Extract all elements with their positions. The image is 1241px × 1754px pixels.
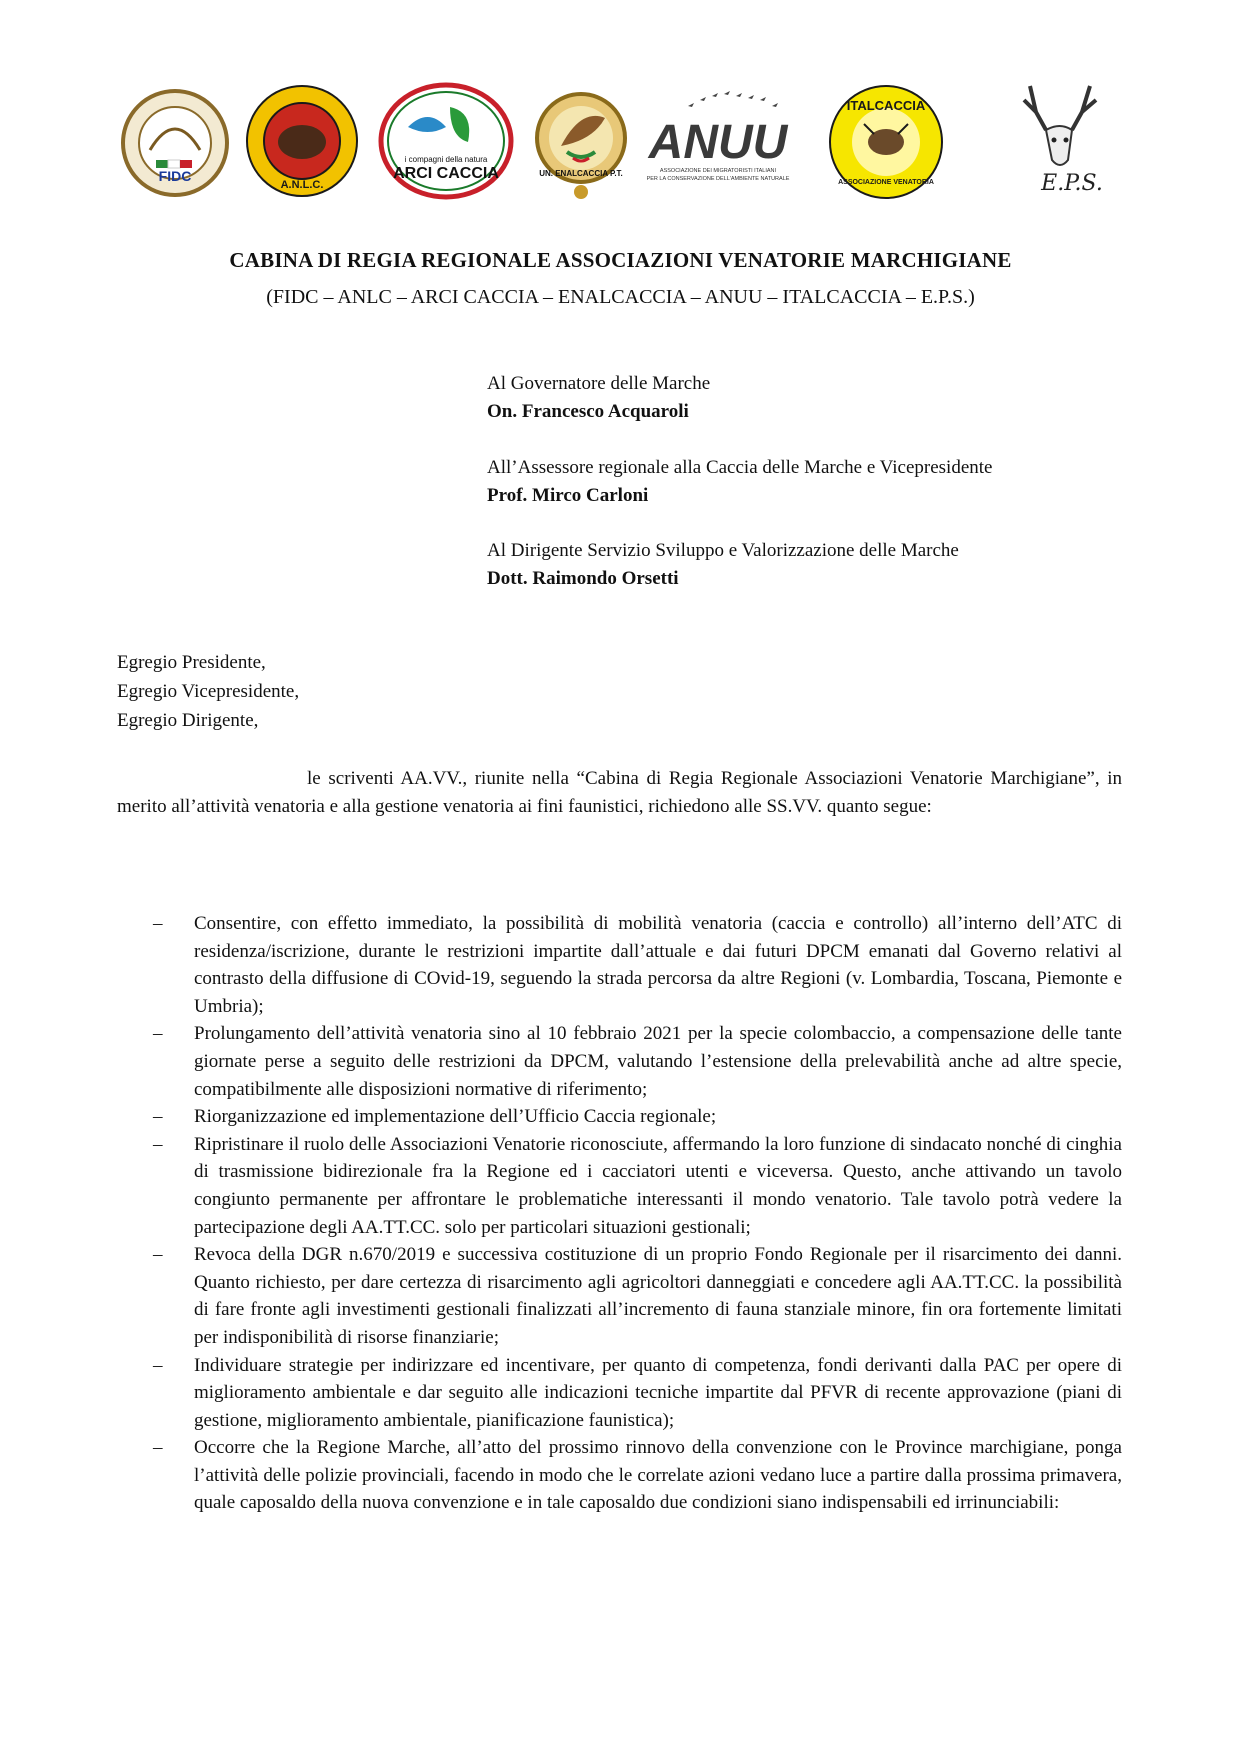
svg-text:ANUU: ANUU xyxy=(648,116,788,169)
svg-text:i compagni della natura: i compagni della natura xyxy=(404,155,488,164)
list-item-text: Prolungamento dell’attività venatoria sino al 10 febbraio 2021 per la specie colombaccio, a compensazione delle tante giornate perse a seguito delle restrizioni da DPCM, valutando l’estensione della prelevabilità anche ad altre specie, compatibilmente alle disposizioni normative di riferimento; xyxy=(194,1023,1122,1100)
svg-text:UN. ENALCACCIA P.T.: UN. ENALCACCIA P.T. xyxy=(539,169,623,178)
svg-text:ASSOCIAZIONE VENATORIA: ASSOCIAZIONE VENATORIA xyxy=(838,179,934,186)
recipient-role: Al Governatore delle Marche xyxy=(487,373,711,394)
list-item xyxy=(117,910,1122,1020)
svg-text:ARCI CACCIA: ARCI CACCIA xyxy=(393,165,499,182)
recipient-role: All’Assessore regionale alla Caccia delle Marche e Vicepresidente xyxy=(487,457,993,478)
dash-bullet: – xyxy=(153,1023,163,1045)
svg-text:PER LA CONSERVAZIONE DELL'AMBI: PER LA CONSERVAZIONE DELL'AMBIENTE NATURALE xyxy=(646,176,790,182)
list-item xyxy=(117,1103,1122,1131)
recipient-name: Dott. Raimondo Orsetti xyxy=(487,568,679,589)
list-item-text: Ripristinare il ruolo delle Associazioni Venatorie riconosciute, affermando la loro funzione di sindacato nonché di cinghia di trasmissione bidirezionale fra la Regione ed i cacciatori utenti e viceversa. Questo, anche attivando un tavolo congiunto permanente per affrontare le problematiche interessanti il mondo venatorio. Tale tavolo potrà vedere la partecipazione degli AA.TT.CC. solo per particolari situazioni gestionali; xyxy=(194,1133,1122,1238)
dash-bullet: – xyxy=(153,1133,163,1155)
list-item-text: Occorre che la Regione Marche, all’atto del prossimo rinnovo della convenzione con le Province marchigiane, ponga l’attività delle polizie provinciali, facendo in modo che le correlate azioni vedano luce a partire dalla prossima primavera, quale caposaldo della nuova convenzione e in tale caposaldo due condizioni siano indispensabili ed irrinunciabili: xyxy=(194,1437,1122,1514)
dash-bullet: – xyxy=(153,1354,163,1376)
list-item xyxy=(117,1434,1122,1517)
recipient-governor xyxy=(487,370,710,426)
list-item xyxy=(117,1020,1122,1103)
logos-row xyxy=(115,78,1115,208)
svg-text:ITALCACCIA: ITALCACCIA xyxy=(846,98,926,113)
list-item xyxy=(117,1352,1122,1435)
recipient-director xyxy=(487,537,959,593)
italcaccia-logo xyxy=(828,84,944,200)
requests-list xyxy=(117,910,1122,1517)
dash-bullet: – xyxy=(153,1244,163,1266)
enalcaccia-logo xyxy=(533,78,629,204)
salutation-line: Egregio Presidente, xyxy=(117,652,266,673)
svg-text:A.N.L.C.: A.N.L.C. xyxy=(280,179,324,191)
fidc-logo xyxy=(120,88,230,198)
list-item xyxy=(117,1131,1122,1241)
svg-text:ASSOCIAZIONE DEI MIGRATORISTI: ASSOCIAZIONE DEI MIGRATORISTI ITALIANI xyxy=(659,168,777,174)
recipient-assessor xyxy=(487,454,992,510)
list-item-text: Riorganizzazione ed implementazione dell’Ufficio Caccia regionale; xyxy=(194,1106,717,1128)
arci-caccia-logo xyxy=(378,82,514,200)
list-item xyxy=(117,1241,1122,1351)
intro-paragraph: le scriventi AA.VV., riunite nella “Cabina di Regia Regionale Associazioni Venatorie Marchigiane”, in merito all’attività venatoria e alla gestione venatoria ai fini faunistici, richiedono alle SS.VV. quanto segue: xyxy=(117,768,1122,817)
list-item-text: Individuare strategie per indirizzare ed incentivare, per quanto di competenza, fondi derivanti dalla PAC per opere di miglioramento ambientale e dar seguito alle indicazioni tecniche impartite dal PFVR di recente approvazione (piani di gestione, miglioramento ambientale, pianificazione faunistica); xyxy=(194,1354,1122,1431)
salutation-line: Egregio Vicepresidente, xyxy=(117,681,300,702)
svg-text:E.P.S.: E.P.S. xyxy=(1041,171,1103,196)
dash-bullet: – xyxy=(153,913,163,934)
list-item-text: Consentire, con effetto immediato, la possibilità di mobilità venatoria (caccia e controllo) all’interno dell’ATC di residenza/iscrizione, durante le restrizioni impartite dall’attuale e dai futuri DPCM emanati dal Governo relativi al contrasto della diffusione di COvid-19, seguendo la strada percorsa da altre Regioni (v. Lombardia, Toscana, Piemonte e Umbria); xyxy=(194,913,1122,1017)
anuu-logo xyxy=(640,86,800,196)
salutation-line: Egregio Dirigente, xyxy=(117,710,259,731)
svg-text:FIDC: FIDC xyxy=(158,168,192,184)
letter-subtitle: (FIDC – ANLC – ARCI CACCIA – ENALCACCIA – ANUU – ITALCACCIA – E.P.S.) xyxy=(266,286,975,308)
recipient-name: On. Francesco Acquaroli xyxy=(487,401,689,422)
recipient-role: Al Dirigente Servizio Sviluppo e Valorizzazione delle Marche xyxy=(487,540,959,561)
list-item-text: Revoca della DGR n.670/2019 e successiva costituzione di un proprio Fondo Regionale per il risarcimento dei danni. Quanto richiesto, per dare certezza di risarcimento agli agricoltori danneggiati e concedere agli AA.TT.CC. la possibilità di fare fronte agli investimenti gestionali finalizzati all’incremento di fauna stanziale minore, fin ora fortemente limitati per indisponibilità di risorse finanziarie; xyxy=(194,1244,1122,1348)
dash-bullet: – xyxy=(153,1106,163,1128)
recipient-name: Prof. Mirco Carloni xyxy=(487,485,649,506)
letter-title: CABINA DI REGIA REGIONALE ASSOCIAZIONI VENATORIE MARCHIGIANE xyxy=(229,248,1012,272)
salutation xyxy=(117,648,299,735)
dash-bullet: – xyxy=(153,1437,163,1459)
eps-logo xyxy=(1010,78,1110,208)
anlc-logo xyxy=(245,84,359,198)
